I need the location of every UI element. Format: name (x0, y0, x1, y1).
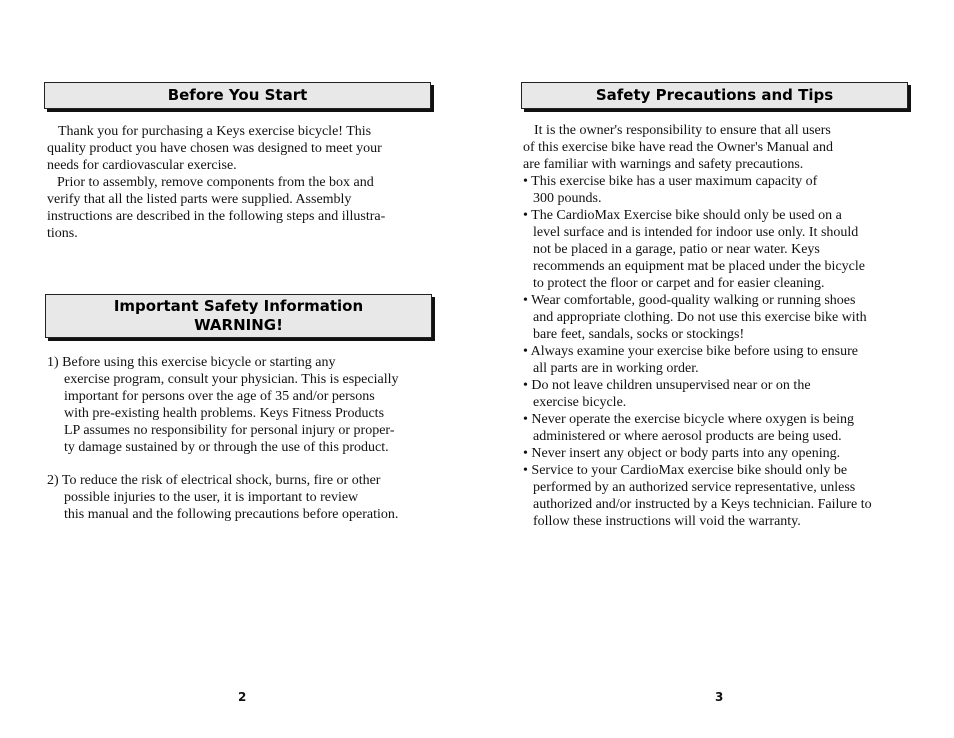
text-line: Prior to assembly, remove components from the box and (57, 175, 374, 190)
before-you-start-header (44, 82, 431, 109)
text-line: all parts are in working order. (533, 361, 699, 376)
safety-item-1 (47, 354, 399, 456)
text-line: are familiar with warnings and safety precautions. (523, 157, 804, 172)
bullet-item: • Never operate the exercise bicycle where oxygen is being (523, 412, 855, 427)
text-line: instructions are described in the following steps and illustra- (47, 209, 386, 224)
text-line: this manual and the following precautions before operation. (64, 507, 399, 522)
text-line: of this exercise bike have read the Owner's Manual and (523, 140, 834, 155)
before-you-start-title: Before You Start (167, 86, 308, 104)
text-line: Thank you for purchasing a Keys exercise bicycle! This (58, 124, 372, 139)
text-line: 1) Before using this exercise bicycle or starting any (47, 355, 336, 370)
bullet-item: • Never insert any object or body parts into any opening. (523, 446, 841, 461)
text-line: LP assumes no responsibility for personal injury or proper- (64, 423, 395, 438)
bullet-item: • The CardioMax Exercise bike should only be used on a (523, 208, 842, 223)
text-line: not be placed in a garage, patio or near water. Keys (533, 242, 820, 257)
text-line: performed by an authorized service representative, unless (533, 480, 856, 495)
before-you-start-text (47, 123, 385, 242)
text-line: bare feet, sandals, socks or stockings! (533, 327, 745, 342)
text-line: exercise program, consult your physician. This is especially (64, 372, 399, 387)
safety-precautions-text (523, 122, 872, 530)
safety-item-2 (47, 472, 398, 523)
bullet-item: • This exercise bike has a user maximum capacity of (523, 174, 818, 189)
text-line: recommends an equipment mat be placed under the bicycle (533, 259, 865, 274)
safety-precautions-header (521, 82, 908, 109)
text-line: level surface and is intended for indoor use only. It should (533, 225, 859, 240)
text-line: administered or where aerosol products are being used. (533, 429, 842, 444)
text-line: with pre-existing health problems. Keys Fitness Products (64, 406, 385, 421)
text-line: to protect the floor or carpet and for easier cleaning. (533, 276, 825, 291)
bullet-item: • Always examine your exercise bike before using to ensure (523, 344, 858, 359)
text-line: possible injuries to the user, it is important to review (64, 490, 359, 505)
safety-precautions-title: Safety Precautions and Tips (595, 86, 834, 104)
text-line: 2) To reduce the risk of electrical shock, burns, fire or other (47, 473, 381, 488)
text-line: tions. (47, 226, 78, 241)
page-number-left: 2 (238, 690, 247, 704)
text-line: follow these instructions will void the warranty. (533, 514, 801, 529)
warning-title: WARNING! (194, 316, 283, 334)
bullet-item: • Do not leave children unsupervised near or on the (523, 378, 811, 393)
text-line: ty damage sustained by or through the use of this product. (64, 440, 389, 455)
bullet-item: • Service to your CardioMax exercise bike should only be (523, 463, 848, 478)
bullet-item: • Wear comfortable, good-quality walking or running shoes (523, 293, 856, 308)
text-line: It is the owner's responsibility to ensure that all users (534, 123, 831, 138)
text-line: 300 pounds. (533, 191, 602, 206)
text-line: needs for cardiovascular exercise. (47, 158, 237, 173)
important-safety-title: Important Safety Information (113, 297, 364, 315)
text-line: exercise bicycle. (533, 395, 627, 410)
text-line: authorized and/or instructed by a Keys technician. Failure to (533, 497, 872, 512)
text-line: important for persons over the age of 35 and/or persons (64, 389, 375, 404)
important-safety-header (45, 294, 432, 338)
text-line: and appropriate clothing. Do not use this exercise bike with (533, 310, 867, 325)
page-number-right: 3 (715, 690, 724, 704)
text-line: verify that all the listed parts were supplied. Assembly (47, 192, 352, 207)
text-line: quality product you have chosen was designed to meet your (47, 141, 382, 156)
